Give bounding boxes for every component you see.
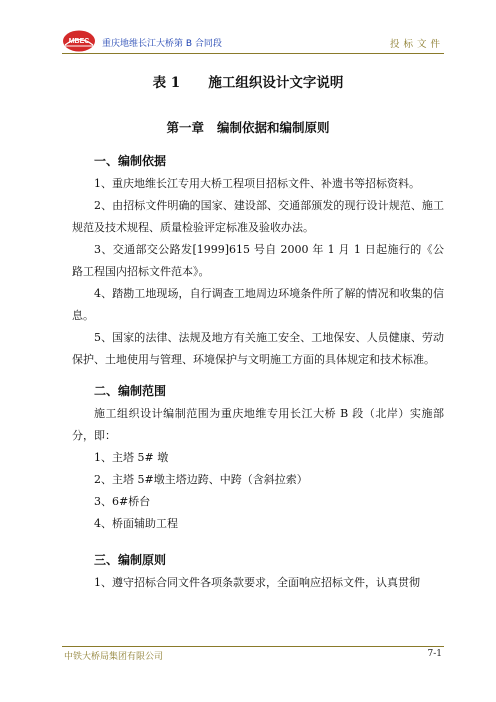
list-item: 4、桥面辅助工程 [94, 517, 178, 530]
footer-company: 中铁大桥局集团有限公司 [64, 652, 164, 662]
section-heading: 三、编制原则 [94, 553, 167, 567]
paragraph: 1、重庆地维长江专用大桥工程项目招标文件、补遗书等招标资料。 [94, 177, 420, 190]
page-number: 7-1 [427, 649, 442, 659]
section-heading: 二、编制范围 [94, 384, 167, 398]
logo-text: MBEC [68, 38, 90, 45]
paragraph: 4、踏勘工地现场，自行调查工地周边环境条件所了解的情况和收集的信息。 [72, 287, 444, 322]
list-item: 1、主塔 5# 墩 [94, 451, 169, 464]
header-project-name: 重庆地维长江大桥第 B 合同段 [102, 39, 222, 49]
paragraph: 1、遵守招标合同文件各项条款要求，全面响应招标文件，认真贯彻 [94, 576, 420, 589]
list-item: 3、6#桥台 [94, 495, 151, 508]
header-doc-type: 投标文件 [389, 39, 444, 50]
paragraph: 5、国家的法律、法规及地方有关施工安全、工地保安、人员健康、劳动保护、土地使用与管理、环境保护与文明施工方面的具体规定和技术标准。 [72, 331, 444, 366]
section-heading: 一、编制依据 [94, 154, 167, 168]
footer-rule [62, 646, 444, 647]
paragraph: 3、交通部交公路发[1999]615 号自 2000 年 1 月 1 日起施行的《公路工程国内招标文件范本》。 [72, 243, 444, 278]
document-body [72, 150, 444, 594]
company-logo [62, 30, 96, 52]
paragraph: 施工组织设计编制范围为重庆地维专用长江大桥 B 段（北岸）实施部分，即： [72, 407, 444, 442]
paragraph: 2、由招标文件明确的国家、建设部、交通部颁发的现行设计规范、施工规范及技术规程、质量检验评定标准及验收办法。 [72, 199, 444, 234]
chapter-title: 第一章 编制依据和编制原则 [166, 120, 330, 135]
header-rule [62, 53, 444, 54]
list-item: 2、主塔 5#墩主塔边跨、中跨（含斜拉索） [94, 473, 308, 486]
page-header [62, 30, 444, 52]
document-title: 表 1 施工组织设计文字说明 [152, 75, 344, 91]
